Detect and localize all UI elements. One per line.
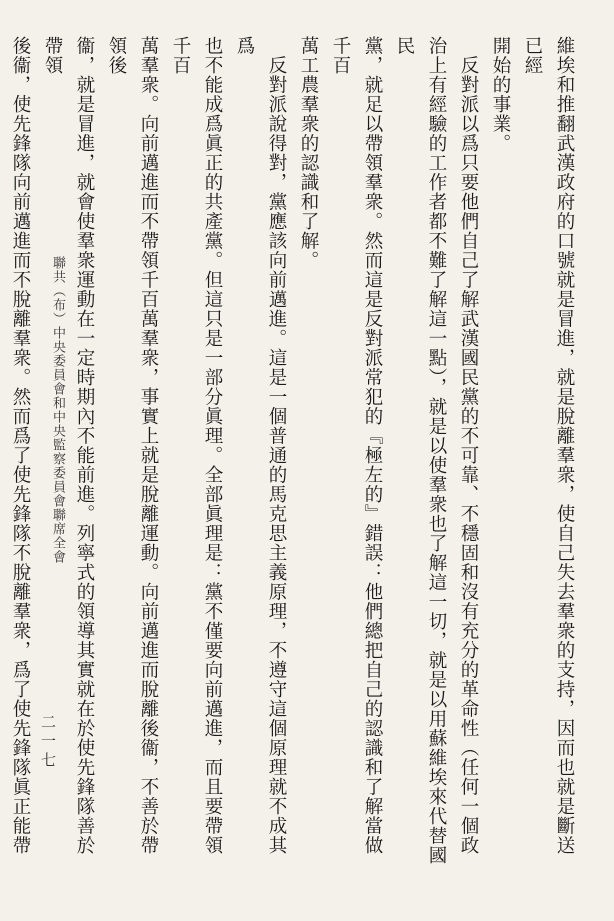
text-column: 開始的事業。 xyxy=(490,36,511,153)
text-column: 萬羣衆。向前邁進而不帶領千百萬羣衆，事實上就是脫離運動。向前邁進而脫離後衞，不善於帶領後 xyxy=(106,36,159,855)
text-column: 萬工農羣衆的認識和了解。 xyxy=(298,36,319,270)
text-column: 反對派以爲只要他們自己了解武漢國民黨的不可靠、不穩固和沒有充分的革命性（任何一個政 xyxy=(458,36,479,855)
text-column: 也不能成爲眞正的共產黨。但這只是一部分眞理。全部眞理是：黨不僅要向前邁進，而且要帶領千百 xyxy=(170,36,223,855)
text-column: 後衞，使先鋒隊向前邁進而不脫離羣衆。然而爲了使先鋒隊不脫離羣衆，爲了使先鋒隊眞正能帶 xyxy=(10,36,31,855)
text-column: 黨，就足以帶領羣衆。然而這是反對派常犯的『極左的』錯誤：他們總把自己的認識和了解當做千百 xyxy=(330,36,383,855)
text-column: 治上有經驗的工作者都不難了解這一點），就是以使羣衆也了解這一切，就是以用蘇維埃來代替國民 xyxy=(394,36,447,866)
running-header: 聯共（布）中央委員會和中央監察委員會聯席全會 xyxy=(50,256,65,564)
page-number: 二一七 xyxy=(39,714,57,771)
text-column: 維埃和推翻武漢政府的口號就是冒進，就是脫離羣衆，使自己失去羣衆的支持，因而也就是斷送已經 xyxy=(522,36,575,855)
text-column: 衞，就是冒進，就會使羣衆運動在一定時期內不能前進。列寧式的領導其實就在於使先鋒隊善於帶領 xyxy=(42,36,95,855)
text-column: 反對派說得對，黨應該向前邁進。這是一個普通的馬克思主義原理，不遵守這個原理就不成其爲 xyxy=(234,36,287,855)
